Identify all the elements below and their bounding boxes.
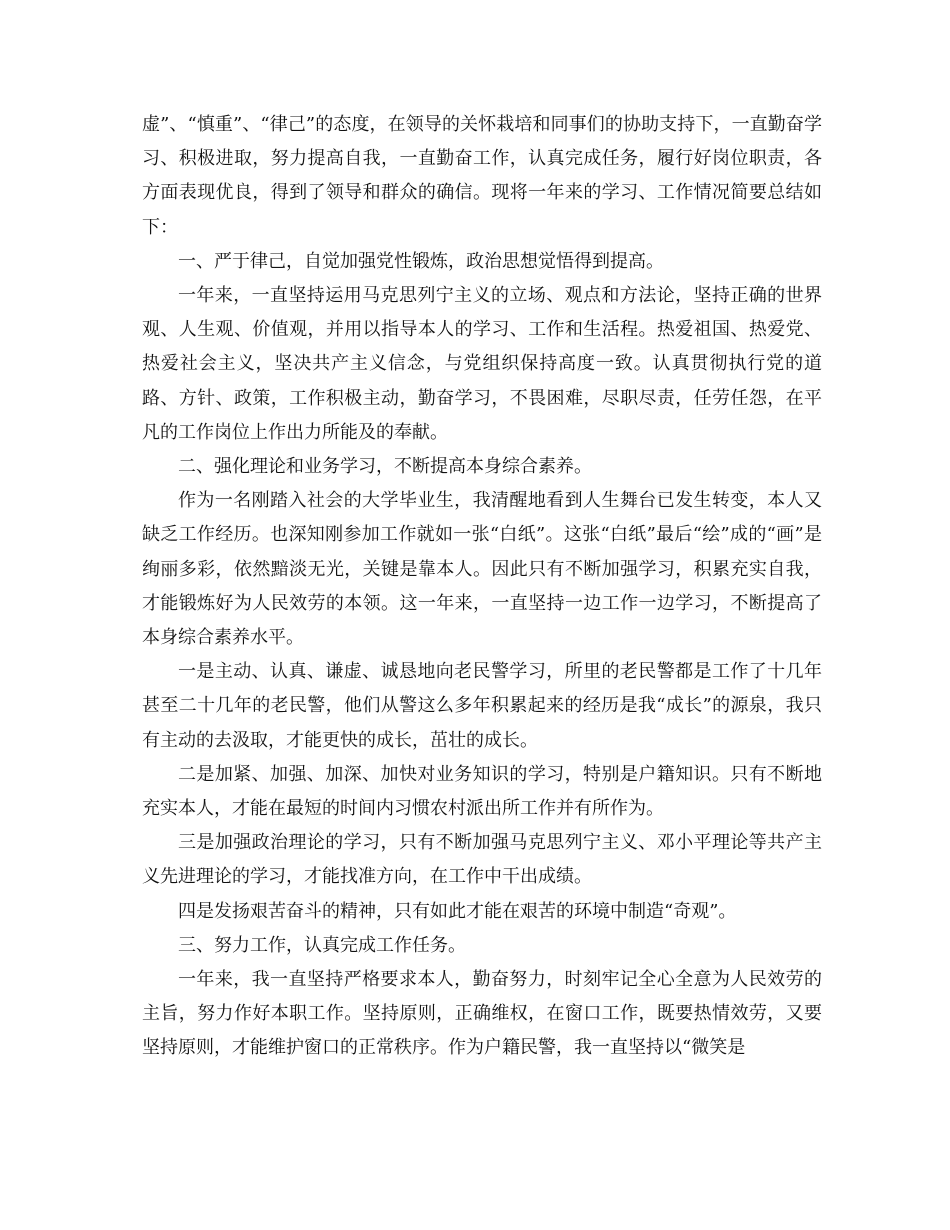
paragraph-section-2: 作为一名刚踏入社会的大学毕业生，我清醒地看到人生舞台已发生转变，本人又缺乏工作经历。也深知刚参加工作就如一张“白纸”。这张“白纸”最后“绘”成的“画”是绚丽多彩，依然黯淡无光，关键是靠本人。因此只有不断加强学习，积累充实自我，才能锻炼好为人民效劳的本领。这一年来，一直坚持一边工作一边学习，不断提高了本身综合素养水平。 [142,490,822,649]
paragraph-intro: 虚”、“慎重”、“律己”的态度，在领导的关怀栽培和同事们的协助支持下，一直勤奋学习、积极进取，努力提高自我，一直勤奋工作，认真完成任务，履行好岗位职责，各方面表现优良，得到了领导和群众的确信。现将一年来的学习、工作情况简要总结如下： [142,114,822,238]
section-heading-3: 三、努力工作，认真完成工作任务。 [178,934,466,956]
section-heading-1: 一、严于律己，自觉加强党性锻炼，政治思想觉悟得到提高。 [178,250,664,272]
paragraph-section-3: 一年来，我一直坚持严格要求本人，勤奋努力，时刻牢记全心全意为人民效劳的主旨，努力作好本职工作。坚持原则，正确维权，在窗口工作，既要热情效劳，又要坚持原则，才能维护窗口的正常秩序。作为户籍民警，我一直坚持以“微笑是 [142,969,822,1059]
paragraph-point-2: 二是加紧、加强、加深、加快对业务知识的学习，特别是户籍知识。只有不断地充实本人，才能在最短的时间内习惯农村派出所工作并有所作为。 [142,763,822,820]
paragraph-section-1: 一年来，一直坚持运用马克思列宁主义的立场、观点和方法论，坚持正确的世界观、人生观、价值观，并用以指导本人的学习、工作和生活程。热爱祖国、热爱党、热爱社会主义，坚决共产主义信念，与党组织保持高度一致。认真贯彻执行党的道路、方针、政策，工作积极主动，勤奋学习，不畏困难，尽职尽责，任劳任怨，在平凡的工作岗位上作出力所能及的奉献。 [142,285,822,443]
paragraph-point-4: 四是发扬艰苦奋斗的精神，只有如此才能在艰苦的环境中制造“奇观”。 [178,900,737,922]
section-heading-2: 二、强化理论和业务学习，不断提高本身综合素养。 [178,456,592,478]
paragraph-point-1: 一是主动、认真、谦虚、诚恳地向老民警学习，所里的老民警都是工作了十几年甚至二十几年的老民警，他们从警这么多年积累起来的经历是我“成长”的源泉，我只有主动的去汲取，才能更快的成长，茁壮的成长。 [142,661,822,751]
document-body [142,108,822,1066]
paragraph-point-3: 三是加强政治理论的学习，只有不断加强马克思列宁主义、邓小平理论等共产主义先进理论的学习，才能找准方向，在工作中干出成绩。 [142,832,822,888]
